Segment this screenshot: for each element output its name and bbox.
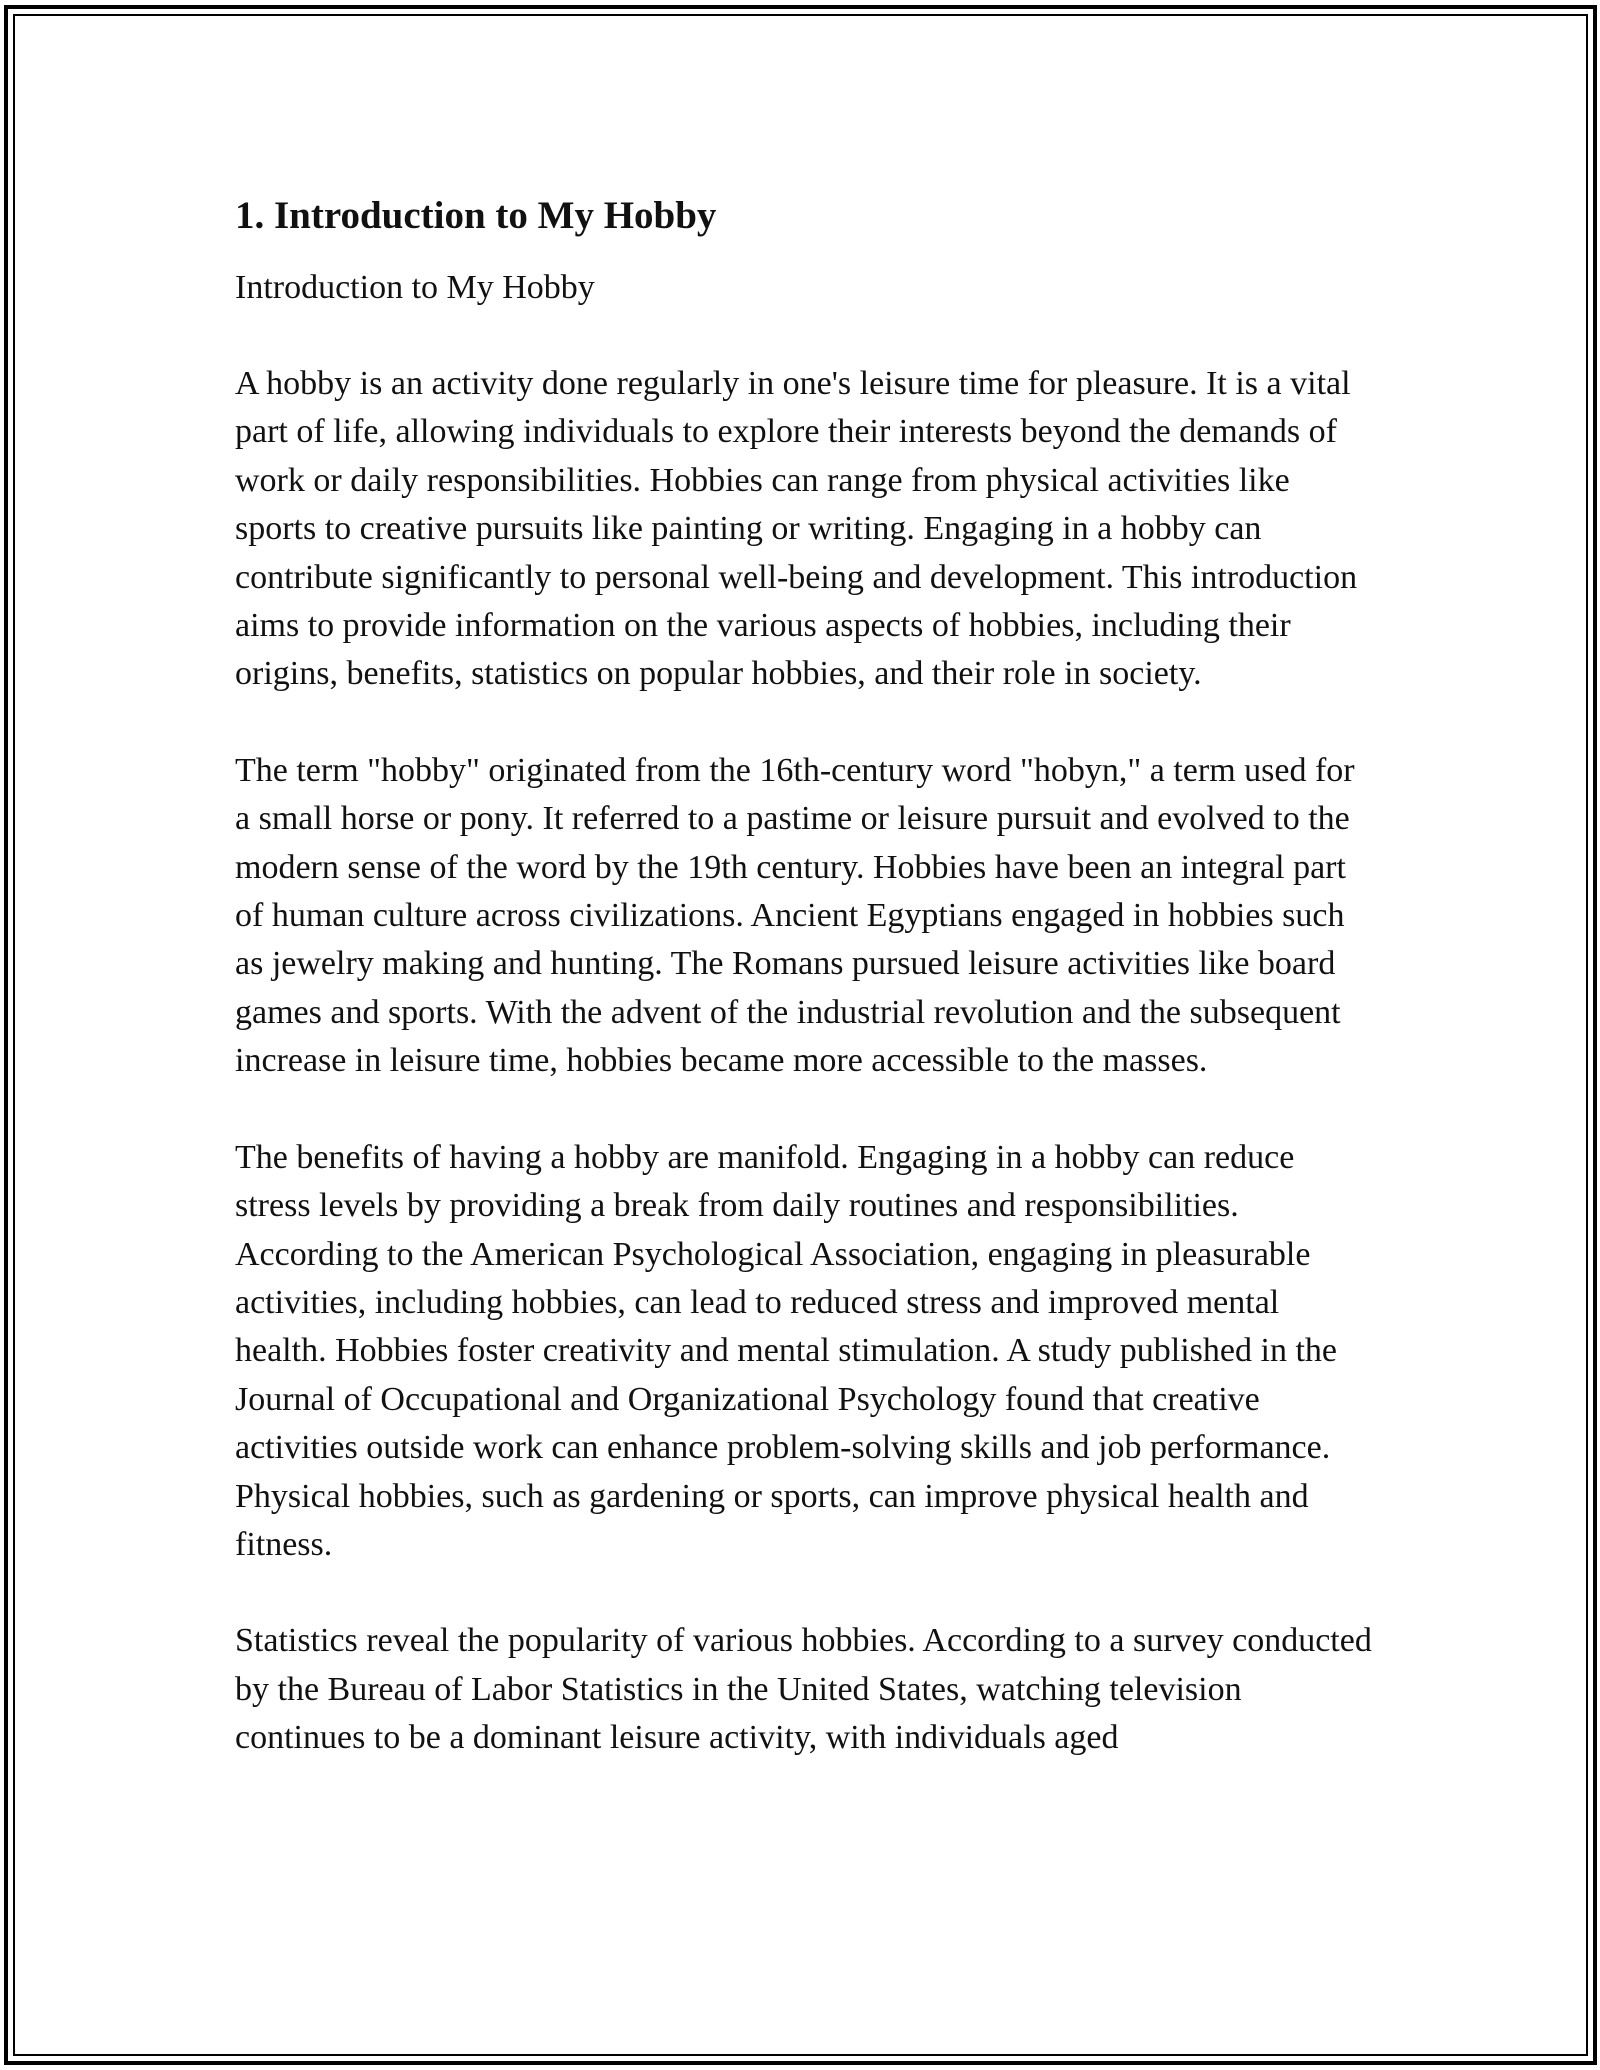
section-subtitle: Introduction to My Hobby: [235, 269, 595, 306]
paragraph-definition: A hobby is an activity done regularly in one's leisure time for pleasure. It is a vital part of life, allowing individuals to explore their interests beyond the demands of work or daily responsibilities. Hobbies can range from physical activities like sports to creative pursuits like painting or writing. Engaging in a hobby can contribute significantly to personal well-being and development. This introduction aims to provide information on the various aspects of hobbies, including their origins, benefits, statistics on popular hobbies, and their role in society.: [235, 365, 1358, 693]
paragraph-benefits: The benefits of having a hobby are manifold. Engaging in a hobby can reduce stress levels by providing a break from daily routines and responsibilities. According to the American Psychological Association, engaging in pleasurable activities, including hobbies, can lead to reduced stress and improved mental health. Hobbies foster creativity and mental stimulation. A study published in the Journal of Occupational and Organizational Psychology found that creative activities outside work can enhance problem-solving skills and job performance. Physical hobbies, such as gardening or sports, can improve physical health and fitness.: [235, 1138, 1337, 1563]
document-body: [235, 190, 1375, 1763]
paragraph-origins: The term "hobby" originated from the 16th-century word "hobyn," a term used for a small horse or pony. It referred to a pastime or leisure pursuit and evolved to the modern sense of the word by the 19th century. Hobbies have been an integral part of human culture across civilizations. Ancient Egyptians engaged in hobbies such as jewelry making and hunting. The Romans pursued leisure activities like board games and sports. With the advent of the industrial revolution and the subsequent increase in leisure time, hobbies became more accessible to the masses.: [235, 751, 1355, 1080]
section-heading: 1. Introduction to My Hobby: [235, 194, 717, 237]
paragraph-statistics: Statistics reveal the popularity of various hobbies. According to a survey conducted by the Bureau of Labor Statistics in the United States, watching television continues to be a dominant leisure activity, with individuals aged: [235, 1622, 1372, 1757]
